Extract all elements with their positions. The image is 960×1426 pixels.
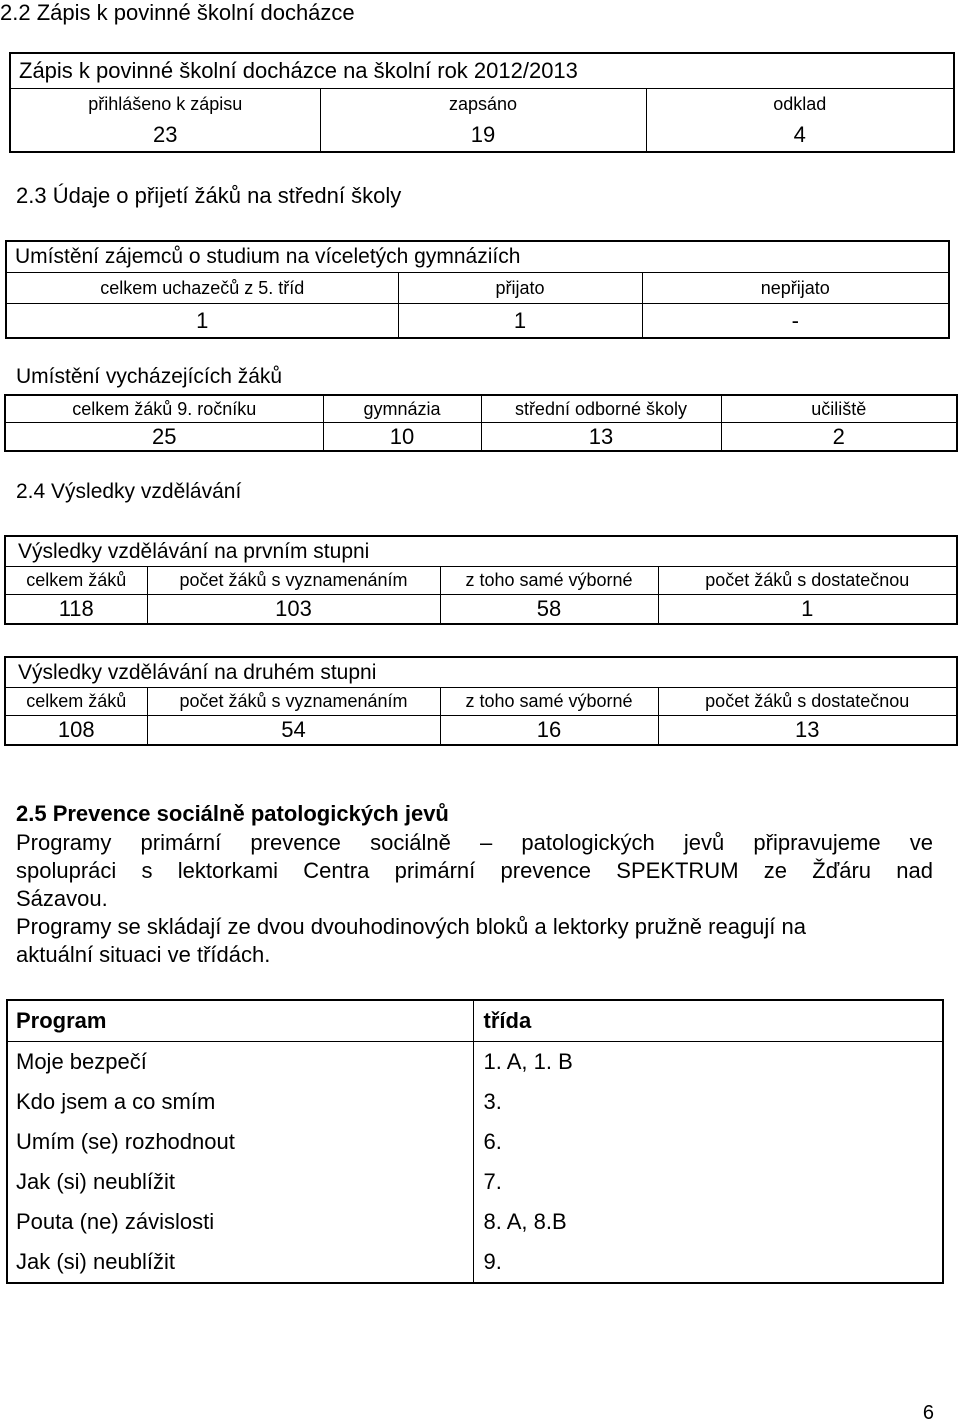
table-cell: 103: [147, 595, 440, 625]
paragraph-line: aktuální situaci ve třídách.: [16, 942, 271, 967]
column-header: celkem žáků: [5, 688, 147, 716]
column-header: počet žáků s dostatečnou: [658, 688, 957, 716]
table-cell: 13: [481, 423, 721, 452]
table-cell: 10: [323, 423, 481, 452]
table-cell: Jak (si) neublížit: [16, 1249, 175, 1274]
results-second-level-table: [4, 656, 958, 746]
table-cell: 2: [721, 423, 957, 452]
column-header: celkem žáků 9. ročníku: [72, 398, 257, 419]
section-heading-2-3: 2.3 Údaje o přijetí žáků na střední školy: [16, 183, 402, 208]
table-caption: Umístění zájemců o studium na víceletých gymnáziích: [15, 245, 521, 268]
table-cell: 1: [398, 304, 642, 339]
table-row: [7, 1082, 943, 1122]
table-cell: 25: [5, 423, 323, 452]
table-cell: 13: [658, 716, 957, 746]
column-header: počet žáků s vyznamenáním: [147, 688, 440, 716]
table-cell: 23: [153, 122, 178, 147]
column-header: odklad: [646, 89, 954, 120]
section-heading-2-4: 2.4 Výsledky vzdělávání: [16, 480, 242, 503]
column-header: nepřijato: [642, 273, 949, 304]
page-number: 6: [922, 1402, 934, 1424]
column-header: Program: [7, 1000, 473, 1042]
subheading-leaving-students: Umístění vycházejících žáků: [16, 365, 283, 388]
column-header: celkem žáků: [5, 567, 147, 595]
column-header: z toho samé výborné: [440, 688, 658, 716]
column-header: počet žáků s vyznamenáním: [147, 567, 440, 595]
table-cell: 7.: [473, 1162, 943, 1202]
table-cell: Moje bezpečí: [16, 1049, 147, 1074]
column-header: učiliště: [721, 395, 957, 423]
table-cell: 16: [440, 716, 658, 746]
table-cell: Umím (se) rozhodnout: [16, 1129, 235, 1154]
prevention-program-table: [6, 999, 944, 1284]
column-header: přijato: [398, 273, 642, 304]
table-cell: 54: [147, 716, 440, 746]
table-row: [7, 1202, 943, 1242]
paragraph-line: Sázavou.: [16, 886, 108, 911]
section-heading-2-5: 2.5 Prevence sociálně patologických jevů: [16, 801, 449, 826]
table-cell: 4: [646, 119, 954, 152]
table-cell: 8. A, 8.B: [473, 1202, 943, 1242]
table-cell: Pouta (ne) závislosti: [16, 1209, 215, 1234]
table-cell: 108: [5, 716, 147, 746]
table-caption: Zápis k povinné školní docházce na školní rok 2012/2013: [19, 58, 578, 83]
table-cell: Kdo jsem a co smím: [16, 1089, 216, 1114]
column-header: gymnázia: [323, 395, 481, 423]
column-header: zapsáno: [320, 89, 646, 120]
column-header: celkem uchazečů z 5. tříd: [6, 273, 398, 304]
table-cell: 3.: [473, 1082, 943, 1122]
leaving-students-table: [4, 394, 958, 452]
table-cell: Jak (si) neublížit: [16, 1169, 175, 1194]
enrollment-table: [9, 52, 955, 153]
table-cell: 9.: [473, 1242, 943, 1283]
column-header: z toho samé výborné: [440, 567, 658, 595]
paragraph-line: Programy primární prevence sociálně – patologických jevů připravujeme ve: [16, 830, 933, 855]
column-header: přihlášeno k zápisu: [10, 89, 320, 120]
paragraph-line: spolupráci s lektorkami Centra primární prevence SPEKTRUM ze Žďáru nad: [16, 858, 933, 883]
column-header: počet žáků s dostatečnou: [658, 567, 957, 595]
table-row: [7, 1162, 943, 1202]
table-cell: -: [642, 304, 949, 339]
table-cell: 19: [320, 119, 646, 152]
table-row: [7, 1122, 943, 1162]
table-cell: 6.: [473, 1122, 943, 1162]
table-caption: Výsledky vzdělávání na prvním stupni: [18, 539, 370, 563]
table-cell: 1: [658, 595, 957, 625]
section-heading-2-2: 2.2 Zápis k povinné školní docházce: [0, 0, 355, 25]
table-caption: Výsledky vzdělávání na druhém stupni: [18, 660, 377, 684]
column-header: třída: [473, 1000, 943, 1042]
table-cell: 1: [6, 304, 398, 339]
table-cell: 58: [440, 595, 658, 625]
table-row: [7, 1042, 943, 1083]
table-cell: 1. A, 1. B: [473, 1042, 943, 1083]
gymnasium-table: [5, 240, 950, 339]
table-cell: 118: [5, 595, 147, 625]
paragraph-line: Programy se skládají ze dvou dvouhodinových bloků a lektorky pružně reagují na: [16, 914, 807, 939]
results-first-level-table: [4, 535, 958, 625]
column-header: střední odborné školy: [481, 395, 721, 423]
table-row: [7, 1242, 943, 1283]
